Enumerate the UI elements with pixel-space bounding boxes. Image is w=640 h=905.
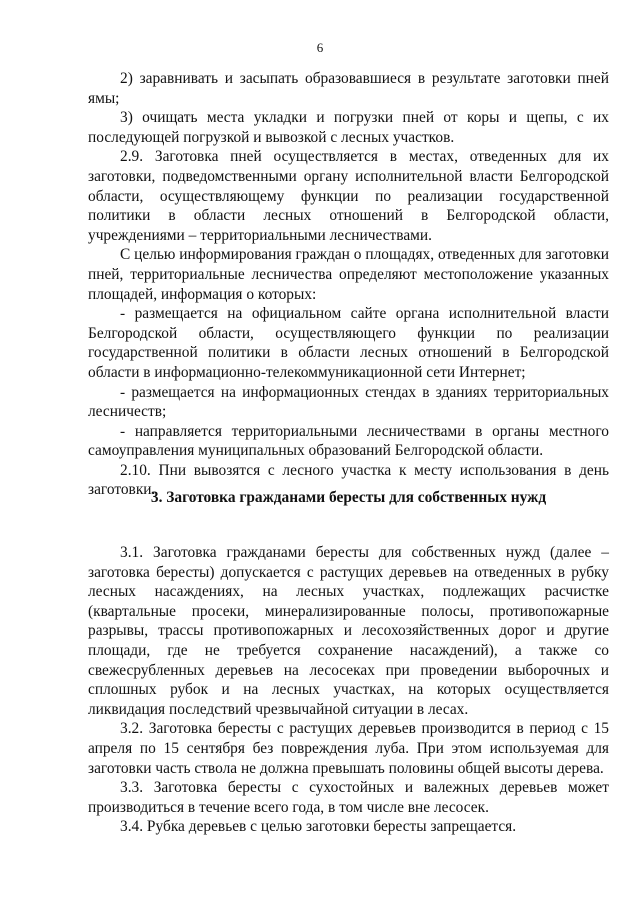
paragraph: 3.1. Заготовка гражданами бересты для собственных нужд (далее – заготовка бересты) допускается с растущих деревьев на отведенных в рубку лесных насаждениях, на лесных участках, подлежащих расчистке (квартальные просеки, минерализированные полосы, противопожарные разрывы, трассы противопожарных и лесохозяйственных дорог и другие площади, где не требуется сохранение насаждений), а также со свежесрубленных деревьев на лесосеках при проведении выборочных и сплошных рубок и на лесных участках, на которых осуществляется ликвидация последствий чрезвычайной ситуации в лесах. (88, 544, 609, 718)
paragraph: 3.2. Заготовка бересты с растущих деревьев производится в период с 15 апреля по 15 сентября без повреждения луба. При этом используемая для заготовки часть ствола не должна превышать половины общей высоты дерева. (88, 720, 609, 777)
paragraph: - размещается на официальном сайте органа исполнительной власти Белгородской области, осуществляющего функции по реализации государственной политики в области лесных отношений в Белгородской области в информационно-телекоммуникационной сети Интернет; (88, 305, 609, 381)
paragraph: 3) очищать места укладки и погрузки пней от коры и щепы, с их последующей погрузкой и вывозкой с лесных участков. (88, 109, 609, 146)
paragraph: 3.4. Рубка деревьев с целью заготовки бересты запрещается. (120, 818, 517, 836)
paragraph: - размещается на информационных стендах в зданиях территориальных лесничеств; (88, 383, 609, 421)
paragraph: 2.10. Пни вывозятся с лесного участка к месту использования в день заготовки. (88, 461, 609, 499)
bottom-text-block (88, 543, 609, 837)
top-text-block (88, 69, 609, 500)
paragraph: 2.9. Заготовка пней осуществляется в местах, отведенных для их заготовки, подведомственными органу исполнительной власти Белгородской области, осуществляющему функции по реализации государственной политики в области лесных отношений в Белгородской области, учреждениями – территориальными лесничествами. (88, 148, 609, 244)
paragraph: 2) заравнивать и засыпать образовавшиеся в результате заготовки пней ямы; (88, 70, 609, 107)
paragraph: 3.3. Заготовка бересты с сухостойных и валежных деревьев может производиться в течение всего года, в том числе вне лесосек. (88, 779, 609, 816)
paragraph: - направляется территориальными лесничествами в органы местного самоуправления муниципальных образований Белгородской области. (88, 422, 609, 460)
section-heading: 3. Заготовка гражданами бересты для собственных нужд (150, 489, 547, 506)
page-number: 6 (316, 40, 324, 55)
paragraph: С целью информирования граждан о площадях, отведенных для заготовки пней, территориальные лесничества определяют местоположение указанных площадей, информация о которых: (88, 246, 609, 303)
